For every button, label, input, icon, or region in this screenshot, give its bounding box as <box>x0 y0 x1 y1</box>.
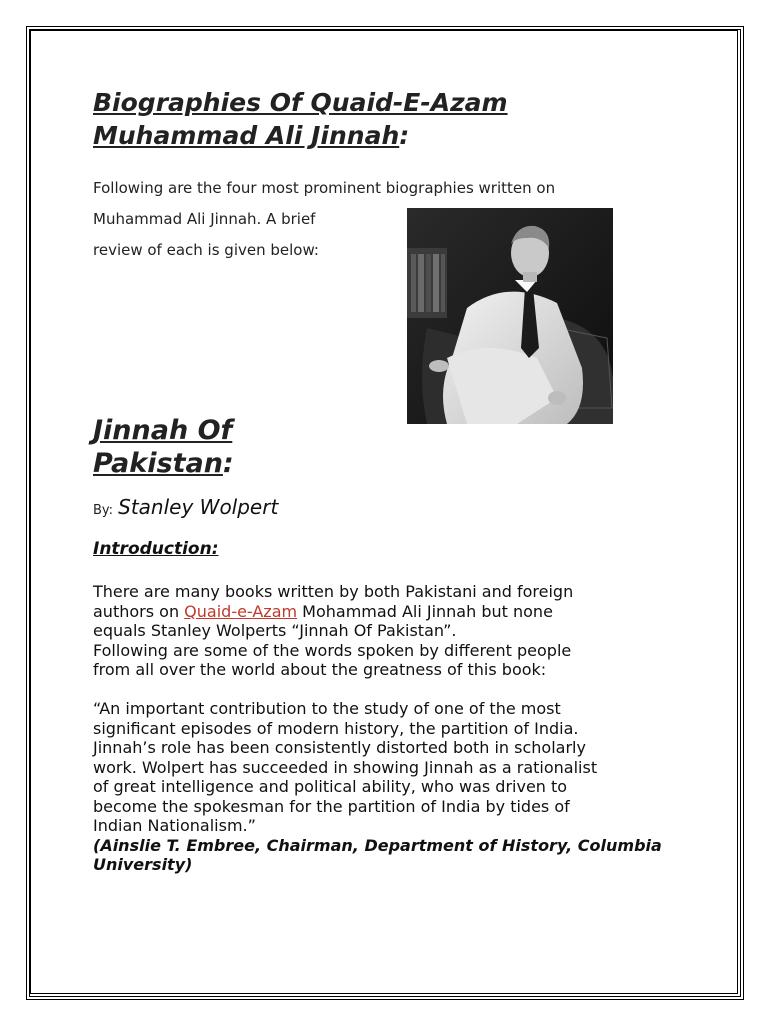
quaid-e-azam-link[interactable]: Quaid-e-Azam <box>184 601 298 621</box>
book-title-line2: Pakistan <box>93 448 223 479</box>
quote-line: Indian Nationalism.” <box>93 816 256 835</box>
paragraph-line <box>93 602 713 622</box>
review-quote <box>93 699 713 875</box>
by-label: By: <box>93 503 114 518</box>
paragraph-line: Following are some of the words spoken by different people <box>93 640 572 660</box>
page-title-colon: : <box>399 121 410 150</box>
paragraph-line-suffix: Mohammad Ali Jinnah but none <box>297 601 553 621</box>
intro-line-2: Muhammad Ali Jinnah. A brief <box>93 210 316 228</box>
portrait-photo <box>407 208 613 424</box>
introduction-heading: Introduction: <box>93 539 219 559</box>
intro-line-1: Following are the four most prominent biographies written on <box>93 179 556 197</box>
paragraph-line: There are many books written by both Pakistani and foreign <box>93 582 574 601</box>
byline <box>93 495 278 519</box>
quote-line: become the spokesman for the partition of India by tides of <box>93 796 570 816</box>
book-title-colon: : <box>222 448 234 479</box>
quote-line: “An important contribution to the study of one of the most <box>93 699 561 718</box>
paragraph-line-prefix: authors on <box>93 601 185 621</box>
page-title-line1: Biographies Of Quaid-E-Azam <box>93 88 508 117</box>
intro-line-3: review of each is given below: <box>93 241 319 259</box>
book-title <box>93 414 313 480</box>
paragraph-line: from all over the world about the greatness of this book: <box>93 660 547 679</box>
quote-line: significant episodes of modern history, the partition of India. <box>93 718 579 738</box>
quote-attribution: (Ainslie T. Embree, Chairman, Department of History, Columbia <box>93 835 662 855</box>
author-name: Stanley Wolpert <box>118 495 279 519</box>
book-title-line1: Jinnah Of <box>93 415 233 446</box>
quote-line: of great intelligence and political ability, who was driven to <box>93 777 568 796</box>
paragraph-line: equals Stanley Wolperts “Jinnah Of Pakistan”. <box>93 621 457 640</box>
quote-attribution: University) <box>93 855 193 874</box>
page-title <box>93 86 693 152</box>
portrait-image <box>407 208 613 424</box>
intro-paragraph <box>93 582 713 680</box>
quote-line: Jinnah’s role has been consistently distorted both in scholarly <box>93 738 586 757</box>
page-title-line2: Muhammad Ali Jinnah <box>93 121 400 150</box>
quote-line: work. Wolpert has succeeded in showing Jinnah as a rationalist <box>93 757 598 777</box>
